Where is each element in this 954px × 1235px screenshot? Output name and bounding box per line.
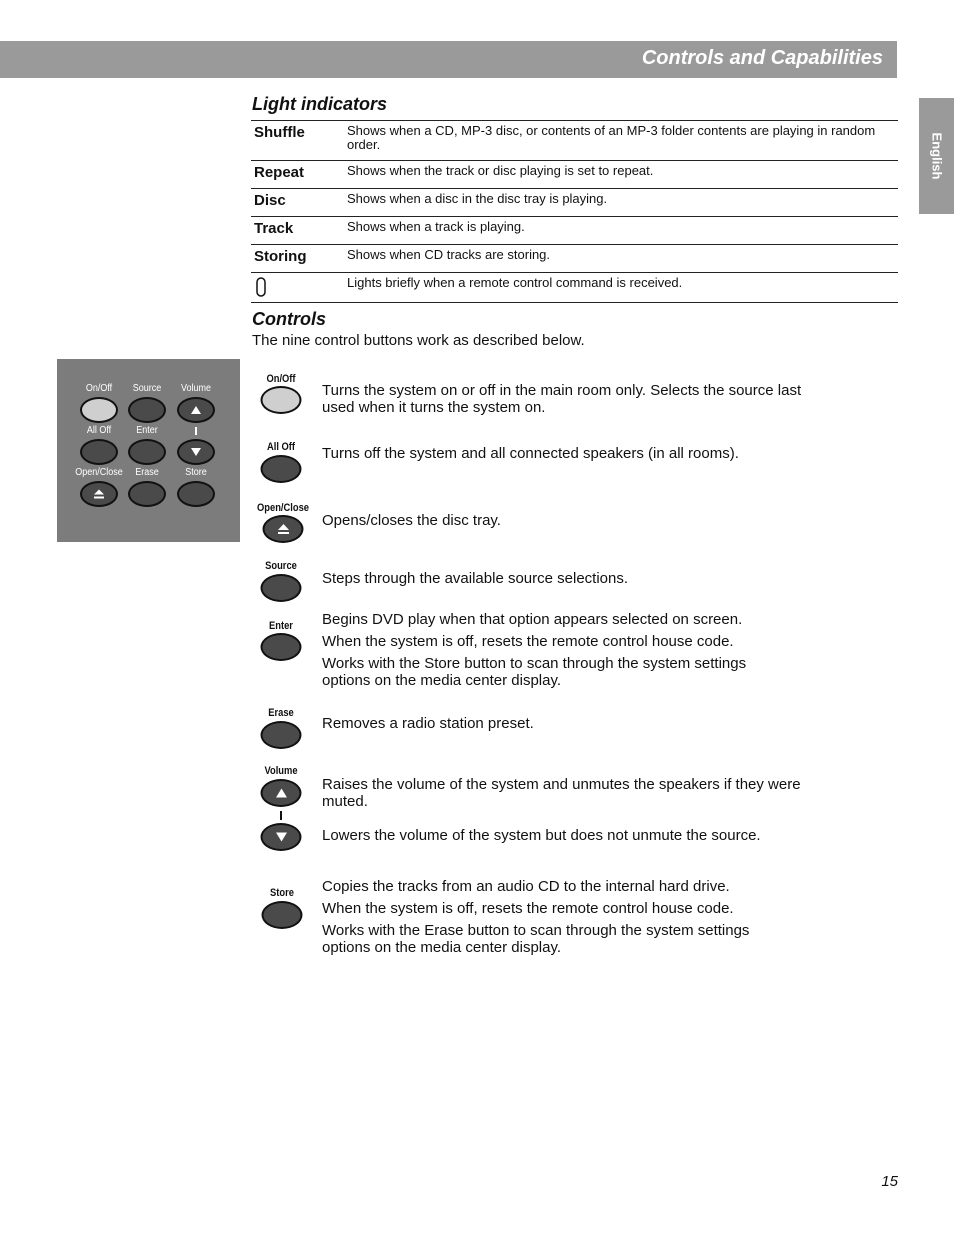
panel-label-on-off: On/Off (85, 383, 113, 394)
table-row (251, 273, 898, 303)
indicator-desc: Shows when a track is playing. (343, 217, 898, 245)
indicator-desc: Shows when the track or disc playing is set to repeat. (343, 161, 898, 189)
light-indicators-title: Light indicators (252, 94, 387, 114)
erase-description: Removes a radio station preset. (322, 715, 534, 732)
panel-label-enter: Enter (136, 425, 158, 436)
indicator-name: Shuffle (251, 121, 343, 161)
panel-volume-up-button[interactable] (177, 397, 215, 423)
panel-label-source: Source (132, 383, 162, 394)
triangle-up-icon (275, 788, 288, 799)
control-panel-overview (57, 359, 240, 542)
panel-source-button[interactable] (128, 397, 166, 423)
enter-description-1: Begins DVD play when that option appears selected on screen. (322, 611, 743, 628)
header-bar (0, 41, 897, 78)
all-off-label: All Off (266, 441, 296, 453)
panel-label-volume: Volume (180, 383, 212, 394)
erase-label: Erase (268, 707, 294, 719)
triangle-down-icon (190, 447, 202, 457)
store-label: Store (270, 887, 294, 899)
on-off-description: Turns the system on or off in the main room only. Selects the source last used when it turns the system on. (322, 382, 802, 416)
panel-enter-button[interactable] (128, 439, 166, 465)
volume-label: Volume (264, 765, 298, 777)
panel-label-open-close: Open/Close (75, 467, 123, 478)
table-row (251, 161, 898, 189)
indicator-desc: Shows when CD tracks are storing. (343, 245, 898, 273)
indicator-desc: Shows when a disc in the disc tray is playing. (343, 189, 898, 217)
eject-icon (277, 523, 290, 535)
all-off-description: Turns off the system and all connected speakers (in all rooms). (322, 445, 739, 462)
store-button[interactable] (262, 901, 303, 929)
controls-intro: The nine control buttons work as described below. (252, 332, 585, 349)
panel-on-off-button[interactable] (80, 397, 118, 423)
erase-button[interactable] (261, 721, 302, 749)
page-title: Controls and Capabilities (641, 47, 883, 69)
source-description: Steps through the available source selections. (322, 570, 629, 587)
panel-open-close-button[interactable] (80, 481, 118, 507)
panel-label-all-off: All Off (86, 425, 112, 436)
triangle-down-icon (275, 832, 288, 843)
indicator-name (251, 273, 343, 303)
panel-volume-down-button[interactable] (177, 439, 215, 465)
remote-signal-icon (254, 276, 268, 298)
panel-all-off-button[interactable] (80, 439, 118, 465)
page-number: 15 (881, 1173, 898, 1190)
volume-up-description: Raises the volume of the system and unmutes the speakers if they were muted. (322, 776, 801, 810)
volume-separator (195, 427, 197, 435)
open-close-button[interactable] (263, 515, 304, 543)
triangle-up-icon (190, 405, 202, 415)
volume-separator (280, 811, 282, 820)
language-tab (919, 98, 954, 214)
light-indicators-table (251, 120, 898, 303)
panel-label-erase: Erase (135, 467, 159, 478)
controls-title: Controls (252, 309, 326, 329)
store-description-2: When the system is off, resets the remote control house code. (322, 900, 734, 917)
indicator-desc: Lights briefly when a remote control command is received. (343, 273, 898, 303)
open-close-description: Opens/closes the disc tray. (322, 512, 501, 529)
store-description-3: Works with the Erase button to scan through the system settings options on the media center display. (322, 922, 750, 956)
on-off-button[interactable] (261, 386, 302, 414)
table-row (251, 217, 898, 245)
eject-icon (93, 489, 105, 500)
indicator-name: Disc (251, 189, 343, 217)
indicator-name: Storing (251, 245, 343, 273)
indicator-desc: Shows when a CD, MP-3 disc, or contents of an MP-3 folder contents are playing in random order. (343, 121, 898, 161)
enter-description-2: When the system is off, resets the remote control house code. (322, 633, 734, 650)
volume-down-description: Lowers the volume of the system but does not unmute the source. (322, 827, 761, 844)
enter-button[interactable] (261, 633, 302, 661)
indicator-name: Track (251, 217, 343, 245)
source-label: Source (265, 560, 297, 572)
all-off-button[interactable] (261, 455, 302, 483)
panel-label-store: Store (185, 467, 207, 478)
language-tab-label: English (929, 132, 944, 180)
volume-up-button[interactable] (261, 779, 302, 807)
open-close-label: Open/Close (257, 502, 309, 514)
table-row (251, 121, 898, 161)
source-button[interactable] (261, 574, 302, 602)
enter-description-3: Works with the Store button to scan through the system settings options on the media center display. (322, 655, 747, 689)
enter-label: Enter (269, 620, 293, 632)
table-row (251, 189, 898, 217)
panel-store-button[interactable] (177, 481, 215, 507)
on-off-label: On/Off (266, 373, 296, 385)
indicator-name: Repeat (251, 161, 343, 189)
store-description-1: Copies the tracks from an audio CD to the internal hard drive. (322, 878, 730, 895)
volume-down-button[interactable] (261, 823, 302, 851)
panel-erase-button[interactable] (128, 481, 166, 507)
table-row (251, 245, 898, 273)
